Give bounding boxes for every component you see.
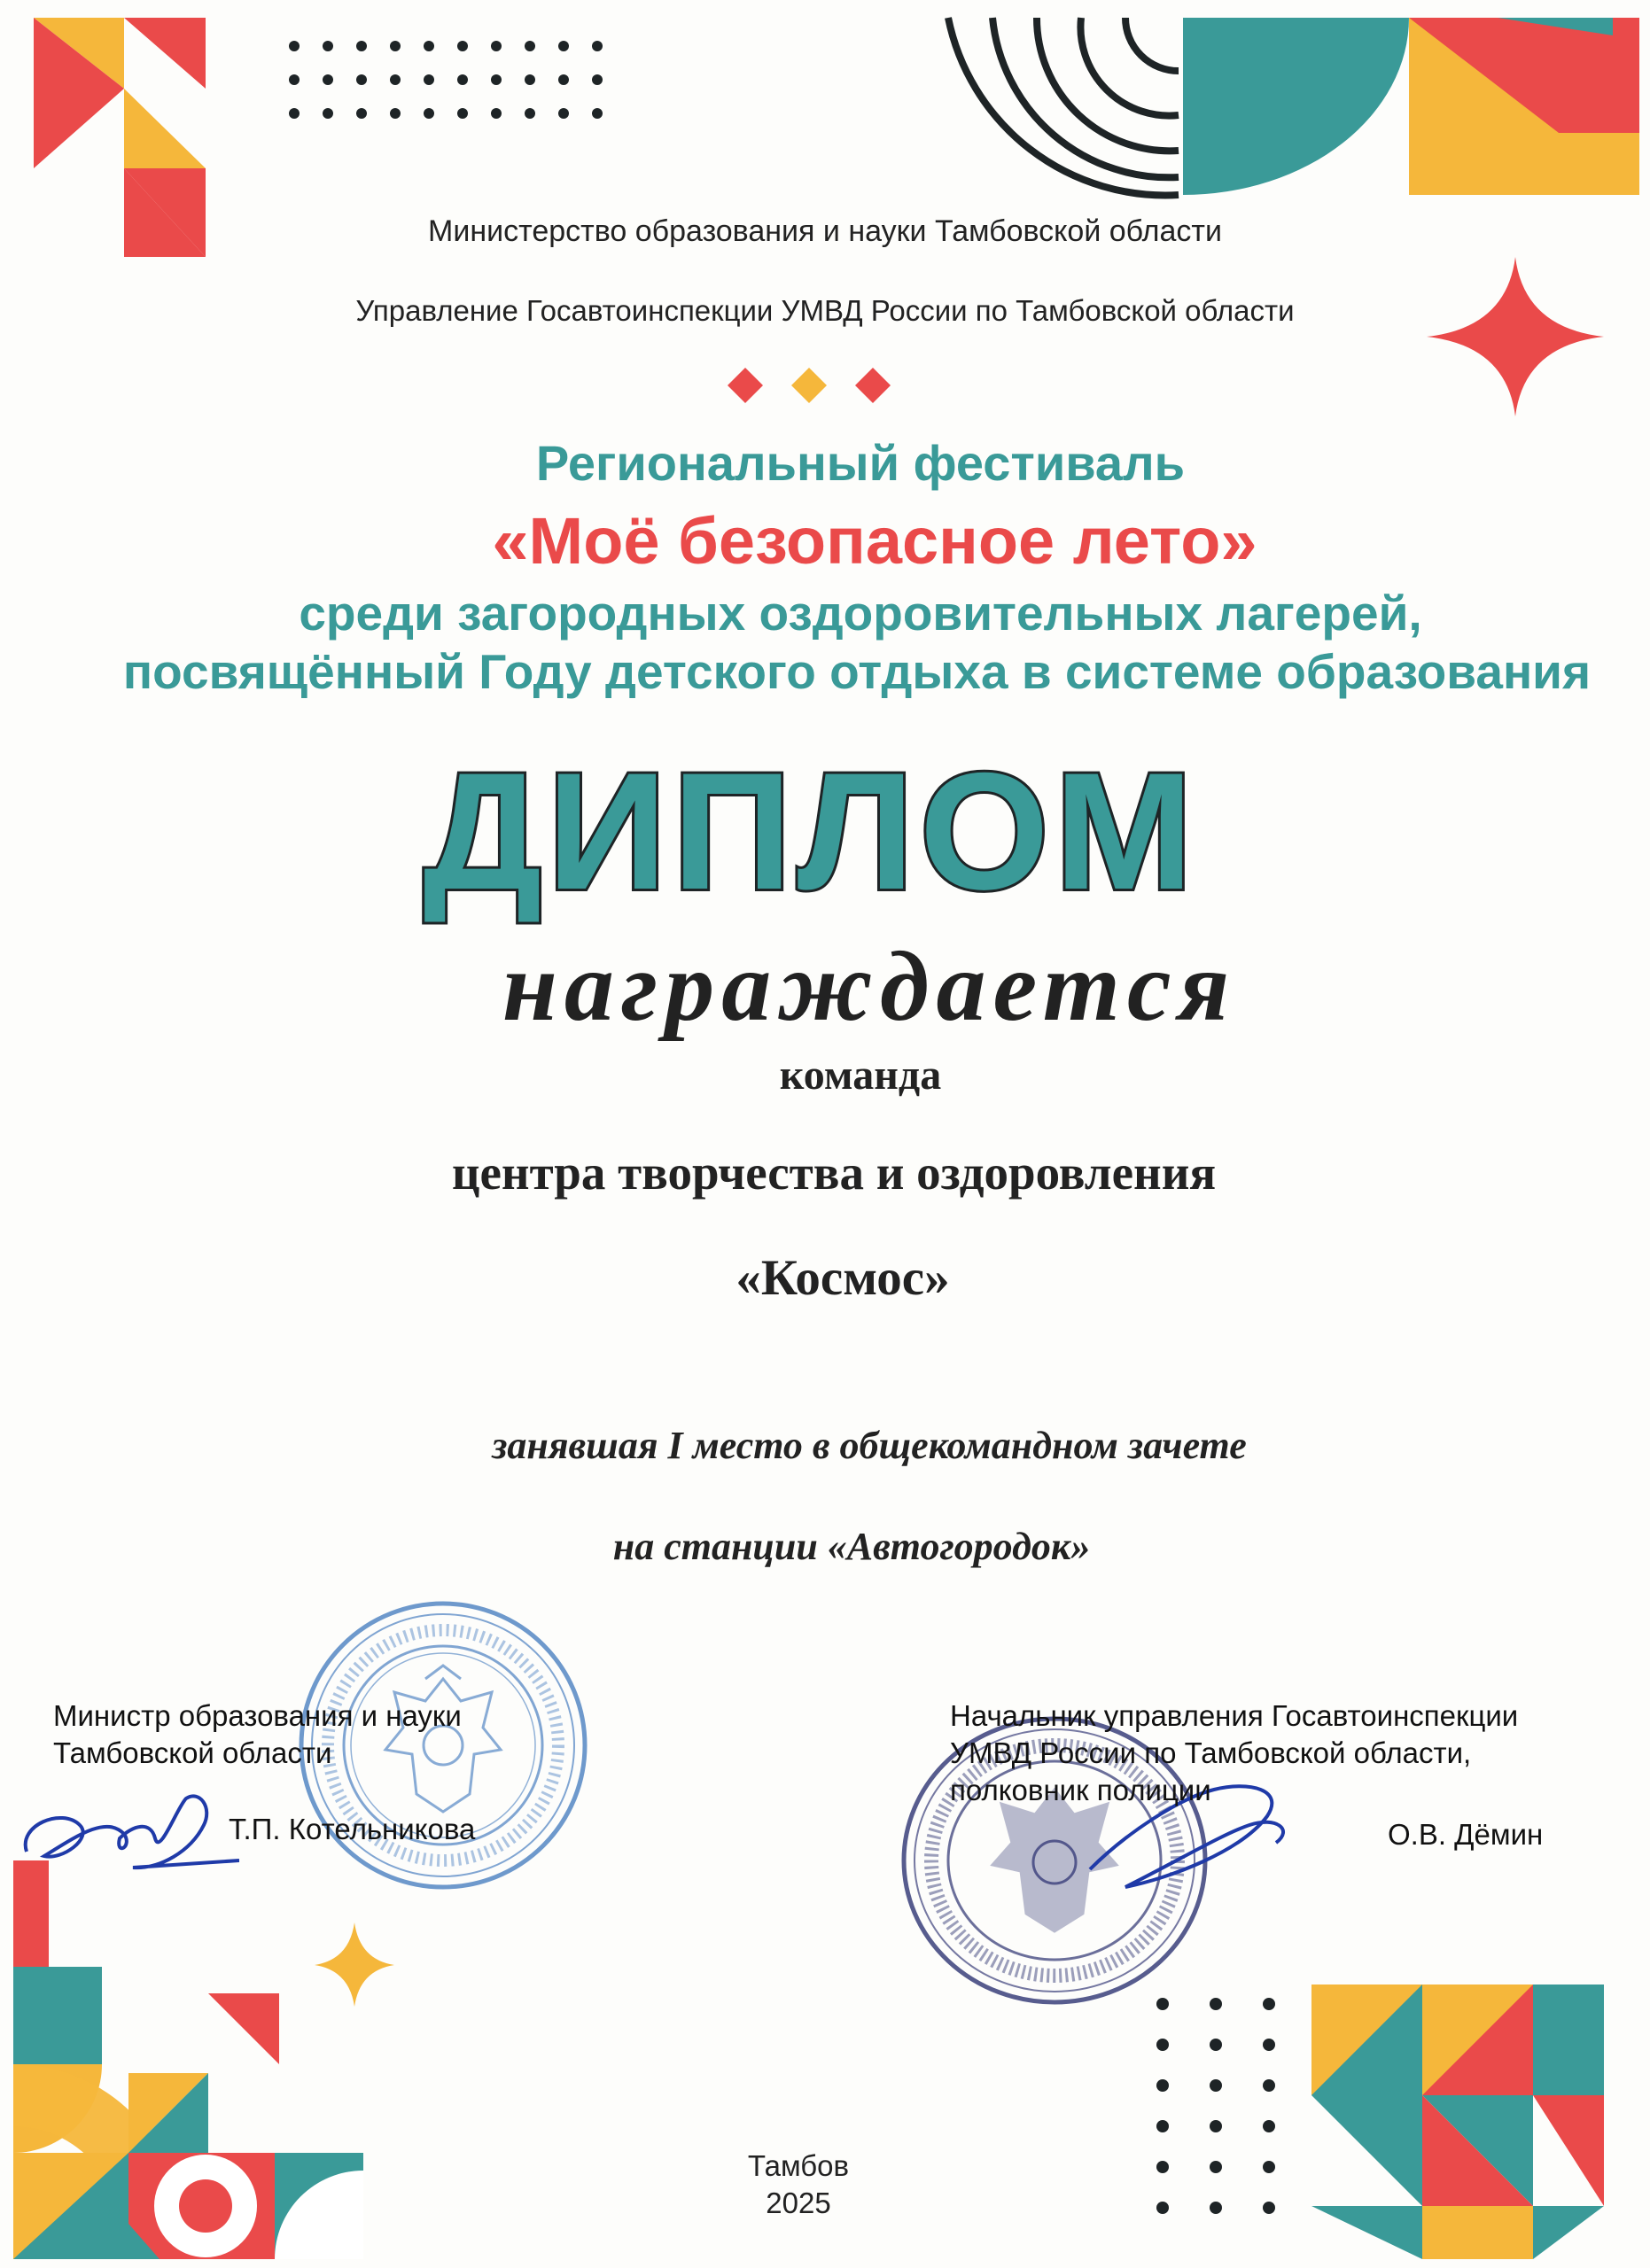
footer-city: Тамбов (747, 2149, 850, 2182)
decorative-dot (1210, 2039, 1222, 2051)
decorative-dot (1263, 1998, 1275, 2010)
dot-grid-decoration (284, 35, 620, 133)
decorative-dot (1210, 1998, 1222, 2010)
decorative-dot (1156, 2079, 1169, 2092)
decorative-dot (491, 41, 502, 51)
organization-name: центра творчества и оздоровления (451, 1146, 1217, 1200)
top-right-shapes-decoration (1179, 0, 1650, 213)
awarded-label: награждается (502, 932, 1237, 1042)
decorative-dot (525, 108, 535, 119)
decorative-dot (457, 74, 468, 85)
right-position-line-2: УМВД России по Тамбовской области, (950, 1736, 1472, 1769)
decorative-dot (289, 41, 300, 51)
bottom-right-shapes-decoration (1303, 1967, 1650, 2268)
festival-title: «Моё безопасное лето» (492, 504, 1257, 578)
decorative-dot (491, 108, 502, 119)
star-decoration (1427, 257, 1604, 416)
diamonds-decoration (723, 363, 900, 408)
footer-year: 2025 (766, 2186, 831, 2219)
decorative-dot (525, 74, 535, 85)
left-position-line-1: Министр образования и науки (53, 1699, 462, 1732)
decorative-dot (356, 74, 367, 85)
decorative-dot (289, 108, 300, 119)
decorative-dot (592, 74, 603, 85)
decorative-dot (1263, 2079, 1275, 2092)
decorative-dot (323, 74, 333, 85)
organization-title: «Космос» (735, 1250, 950, 1306)
achievement-text: занявшая I место в общекомандном зачете (492, 1424, 1247, 1467)
footer-place-date (0, 2148, 1623, 2222)
decorative-dot (323, 41, 333, 51)
police-department-name: Управление Госавтоинспекции УМВД России по Тамбовской области (355, 294, 1295, 327)
decorative-dot (457, 108, 468, 119)
decorative-dot (424, 108, 434, 119)
decorative-dot (1210, 2079, 1222, 2092)
right-position-line-1: Начальник управления Госавтоинспекции (950, 1699, 1519, 1732)
diploma-heading: ДИПЛОМ (423, 738, 1199, 924)
decorative-dot (424, 74, 434, 85)
decorative-dot (1156, 2039, 1169, 2051)
festival-description-line-2: посвящённый Году детского отдыха в системе образования (122, 644, 1592, 699)
decorative-dot (1263, 2039, 1275, 2051)
station-text: на станции «Автогородок» (612, 1525, 1091, 1568)
decorative-dot (424, 41, 434, 51)
decorative-dot (592, 41, 603, 51)
decorative-dot (491, 74, 502, 85)
decorative-dot (390, 74, 401, 85)
right-position-line-3: полковник полиции (950, 1774, 1211, 1806)
decorative-dot (558, 41, 569, 51)
decorative-dot (323, 108, 333, 119)
decorative-dot (356, 41, 367, 51)
decorative-dot (356, 108, 367, 119)
decorative-dot (457, 41, 468, 51)
right-signatory-name: О.В. Дёмин (1388, 1818, 1544, 1851)
left-signatory-position (53, 1697, 462, 1772)
team-label: команда (779, 1052, 942, 1099)
festival-subtitle: Региональный фестиваль (535, 435, 1186, 491)
decorative-dot (1210, 2120, 1222, 2132)
festival-description-line-1: среди загородных оздоровительных лагерей, (299, 586, 1422, 641)
decorative-dot (1156, 1998, 1169, 2010)
decorative-dot (592, 108, 603, 119)
decorative-dot (525, 41, 535, 51)
right-signatory-position (950, 1697, 1518, 1809)
decorative-dot (390, 41, 401, 51)
decorative-dot (1263, 2120, 1275, 2132)
ministry-name: Министерство образования и науки Тамбовской области (428, 214, 1222, 248)
left-signatory-name: Т.П. Котельникова (229, 1813, 476, 1845)
decorative-dot (289, 74, 300, 85)
decorative-dot (1156, 2120, 1169, 2132)
left-position-line-2: Тамбовской области (53, 1736, 332, 1769)
decorative-dot (558, 74, 569, 85)
decorative-dot (390, 108, 401, 119)
decorative-dot (558, 108, 569, 119)
